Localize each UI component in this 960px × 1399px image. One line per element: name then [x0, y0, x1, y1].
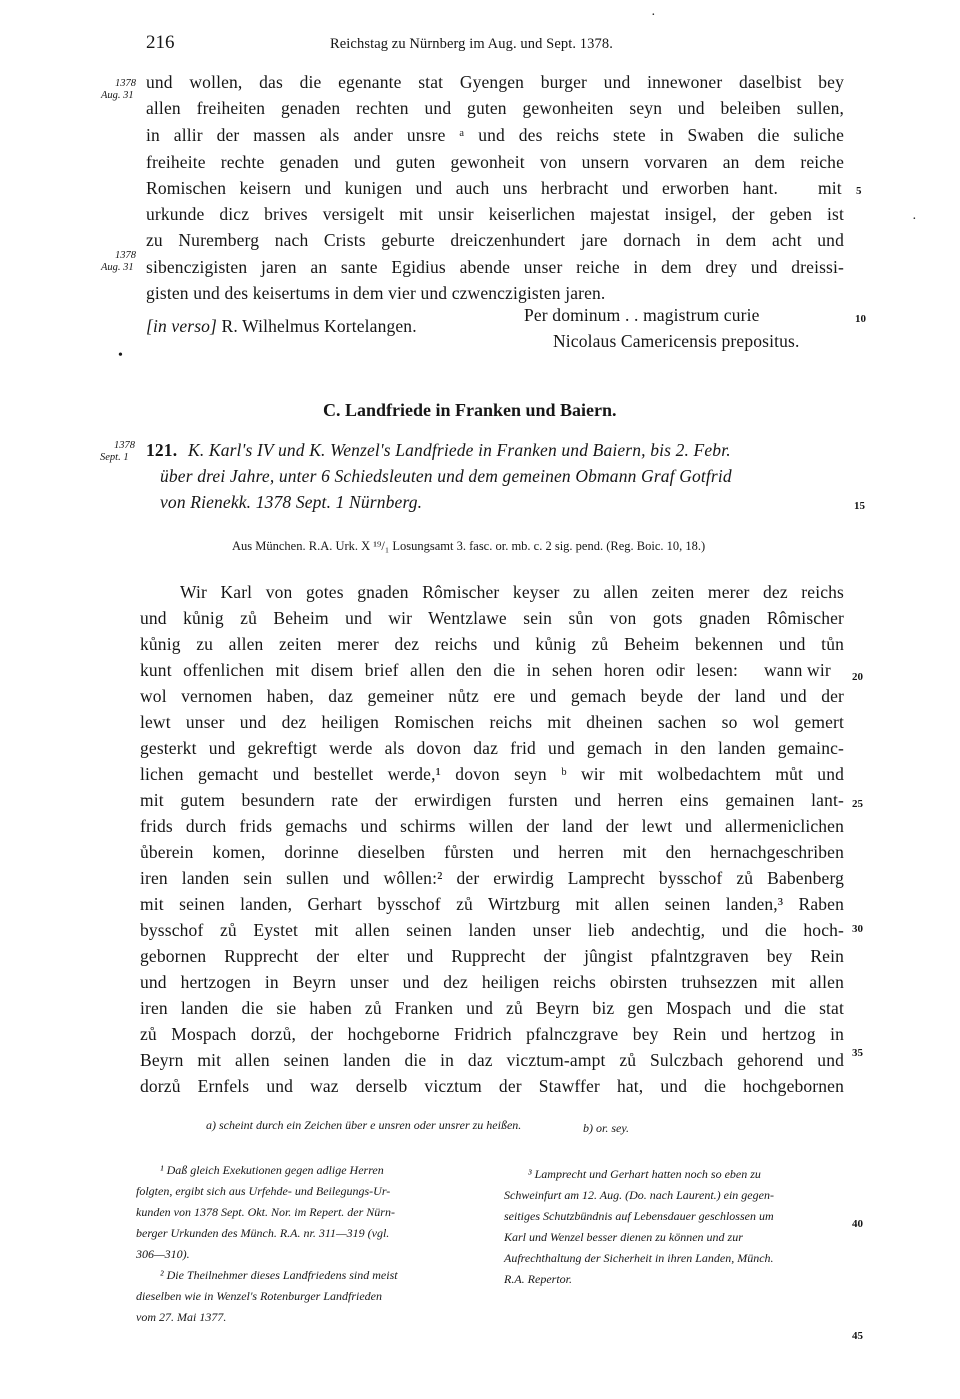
- text-line: freiheite rechte genaden und guten gewonheit von unsern vorvaren an dem reiche: [146, 152, 844, 172]
- text-line: und kůnig zů Beheim und wir Wentzlawe sein sůn von gots gnaden Rômischer: [140, 608, 844, 628]
- text-line: und hertzogen in Beyrn unser und dez heiligen reichs obirsten truhsezzen mit allen: [140, 972, 844, 992]
- textual-note-a: a) scheint durch ein Zeichen über e unsren oder unsrer zu heißen.: [206, 1118, 522, 1132]
- text-line: ůberein komen, dorinne dieselben fůrsten und herren mit den hernachgeschriben: [140, 842, 844, 862]
- signature-line: Per dominum . . magistrum curie: [524, 305, 760, 325]
- text-line: iren landen die sie haben zů Franken und zů Beyrn biz gen Mospach und die stat: [140, 998, 844, 1018]
- footnote-line: R.A. Repertor.: [504, 1272, 572, 1286]
- footnote-line: 306—310).: [136, 1247, 190, 1261]
- text-line: in allir der massen als ander unsre ᵃ und des reichs stete in Swaben die suliche: [146, 125, 844, 145]
- text-line: allen freiheiten genaden rechten und guten gewonheiten seyn und beleiben sullen,: [146, 98, 844, 118]
- margin-date: 1378 Aug. 31: [101, 250, 136, 273]
- speck: ·: [651, 8, 656, 23]
- verso-name: R. Wilhelmus Kortelangen.: [221, 316, 417, 336]
- text-line: Romischen keisern und kunigen und auch uns herbracht und erworben hant.: [146, 178, 778, 198]
- source-note: Aus München. R.A. Urk. X ¹⁹/₁ Losungsamt 3. fasc. or. mb. c. 2 sig. pend. (Reg. Boic. 10, 18.): [232, 539, 706, 553]
- line-number: 35: [852, 1047, 863, 1059]
- text-line: lewt unser und dez heiligen Romischen reichs mit dheinen sachen so wol gemert: [140, 712, 844, 732]
- footnote-line: ¹ Daß gleich Exekutionen gegen adlige Herren: [160, 1163, 384, 1177]
- entry-number: 121.: [146, 440, 178, 460]
- speck: •: [118, 348, 123, 363]
- line-number: 25: [852, 798, 863, 810]
- text-line: dorzů Ernfels und waz derselb vicztum der Stawffer hat, und die hochgebornen: [140, 1076, 844, 1096]
- verso-label: [in verso]: [146, 316, 218, 336]
- text-line: gesterkt und gekreftigt werde als dovon daz frid und gemach in den landen gemainc-: [140, 738, 844, 758]
- line-number: 10: [855, 313, 866, 325]
- footnote-line: Karl und Wenzel besser dienen zu können und zur: [504, 1230, 743, 1244]
- textual-note-b: b) or. sey.: [583, 1121, 629, 1135]
- footnote-line: dieselben wie in Wenzel's Rotenburger Landfrieden: [136, 1289, 382, 1303]
- text-line: mit seinen landen, Gerhart bysschof zů Wirtzburg mit allen seinen landen,³ Raben: [140, 894, 844, 914]
- line-number: 40: [852, 1218, 863, 1230]
- text-line: urkunde dicz brives versigelt mit unsir keiserlichen majestat insigel, der geben ist: [146, 204, 844, 224]
- text-line: kůnig zu allen zeiten merer dez reichs und kůnig zů Beheim bekennen und tůn: [140, 634, 844, 654]
- text-line: Beyrn mit allen seinen landen die in daz vicztum-ampt zů Sulczbach gehorend und: [140, 1050, 844, 1070]
- line-number: 15: [854, 500, 865, 512]
- text-line: Wir Karl von gotes gnaden Rômischer keyser zu allen zeiten merer dez reichs: [180, 582, 844, 602]
- footnote-line: kunden von 1378 Sept. Okt. Nor. im Repert. der Nürn-: [136, 1205, 395, 1219]
- entry-title-line: über drei Jahre, unter 6 Schiedsleuten und dem gemeinen Obmann Graf Gotfrid: [160, 466, 732, 486]
- margin-date: 1378 Sept. 1: [100, 440, 135, 463]
- text-line: zů Mospach dorzů, der hochgeborne Fridrich pfalnczgrave bey Rein und hertzog in: [140, 1024, 844, 1044]
- line-number: 45: [852, 1330, 863, 1342]
- footnote-line: ² Die Theilnehmer dieses Landfriedens sind meist: [160, 1268, 398, 1282]
- entry-title-line: von Rienekk. 1378 Sept. 1 Nürnberg.: [160, 492, 423, 512]
- signature-line: Nicolaus Camericensis prepositus.: [553, 331, 800, 351]
- footnote-line: seitiges Schutzbündnis auf Lebensdauer geschlossen um: [504, 1209, 774, 1223]
- text-line: zu Nuremberg nach Crists geburte dreiczenhundert jare dornach in dem acht und: [146, 230, 844, 250]
- margin-date: 1378 Aug. 31: [101, 78, 136, 101]
- text-line: kunt offenlichen mit disem brief allen den die in sehen horen odir lesen:: [140, 660, 738, 680]
- running-title: Reichstag zu Nürnberg im Aug. und Sept. 1378.: [330, 36, 613, 52]
- speck: ·: [912, 212, 917, 227]
- section-heading: C. Landfriede in Franken und Baiern.: [323, 400, 617, 420]
- footnote-line: folgten, ergibt sich aus Urfehde- und Beilegungs-Ur-: [136, 1184, 391, 1198]
- text-line: frids durch frids gemachs und schirms willen der land der lewt und allermeniclichen: [140, 816, 844, 836]
- footnotes-left: [136, 1160, 398, 1328]
- page-number: 216: [146, 32, 175, 53]
- footnote-line: berger Urkunden des Münch. R.A. nr. 311—319 (vgl.: [136, 1226, 390, 1240]
- line-number: 5: [856, 185, 862, 197]
- text-line: sibenczigisten jaren an sante Egidius abende unser reiche in dem drey und dreissi-: [146, 257, 844, 277]
- text-line: gisten und des keisertums in dem vier und czwenczigisten jaren.: [146, 283, 606, 303]
- line-number: 30: [852, 923, 863, 935]
- text-line: mit gutem besundern rate der erwirdigen fursten und herren eins gemainen lant-: [140, 790, 844, 810]
- text-line: wol vernomen haben, daz gemeiner nůtz ere und gemach beyde der land und der: [140, 686, 844, 706]
- text-line-tail: wann wir: [764, 660, 831, 680]
- text-line: gebornen Rupprecht der elter und Rupprecht der jûngist pfalntzgraven bey Rein: [140, 946, 844, 966]
- footnotes-right: [504, 1164, 774, 1290]
- footnote-line: Schweinfurt am 12. Aug. (Do. nach Laurent.) ein gegen-: [504, 1188, 774, 1202]
- text-line: iren landen sein sullen und wôllen:² der erwirdig Lamprecht bysschof zů Babenberg: [140, 868, 844, 888]
- footnote-line: ³ Lamprecht und Gerhart hatten noch so eben zu: [528, 1167, 761, 1181]
- footnote-line: vom 27. Mai 1377.: [136, 1310, 227, 1324]
- entry-title-line: K. Karl's IV und K. Wenzel's Landfriede in Franken und Baiern, bis 2. Febr.: [188, 440, 731, 460]
- verso-note: [146, 316, 417, 337]
- line-number: 20: [852, 671, 863, 683]
- text-line: bysschof zů Eystet mit allen seinen landen unser lieb andechtig, und die hoch-: [140, 920, 844, 940]
- text-line-tail: mit: [818, 178, 842, 198]
- text-line: und wollen, das die egenante stat Gyengen burger und innewoner daselbist bey: [146, 72, 844, 92]
- text-line: lichen gemacht und bestellet werde,¹ dovon seyn ᵇ wir mit wolbedachtem můt und: [140, 764, 844, 784]
- footnote-line: Aufrechthaltung der Sicherheit in ihren Landen, Münch.: [504, 1251, 774, 1265]
